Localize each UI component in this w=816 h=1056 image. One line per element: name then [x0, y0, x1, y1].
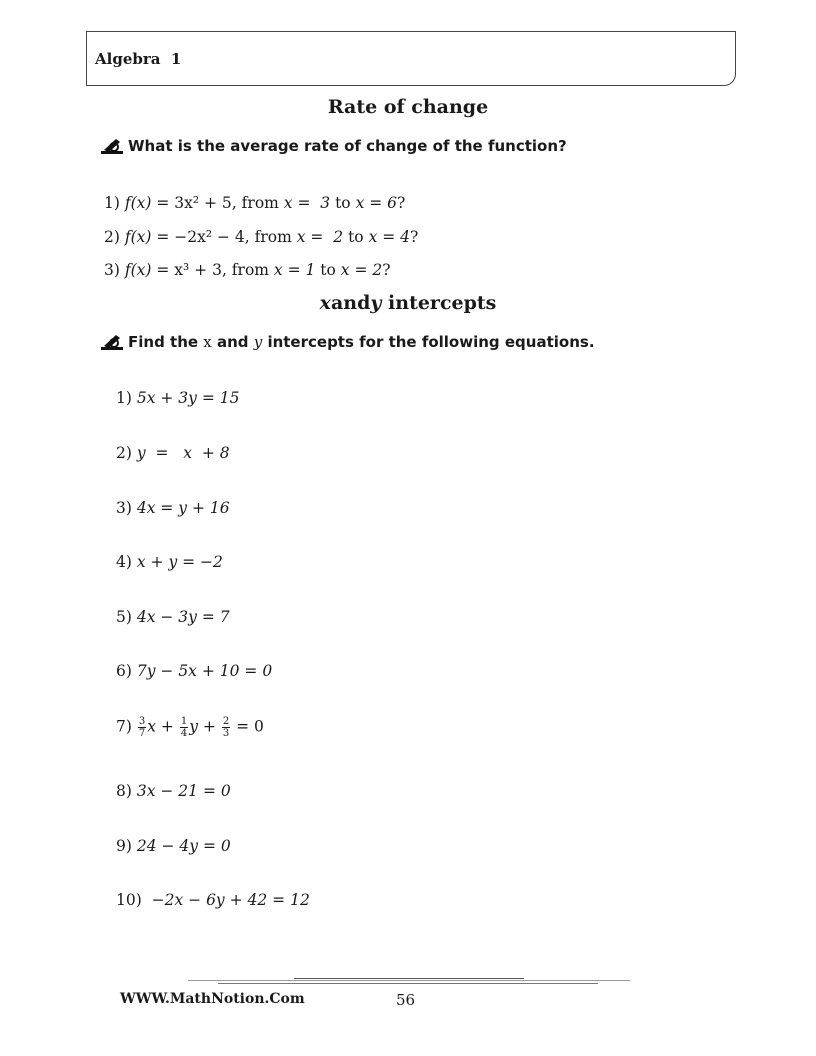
problem-number: 2) — [104, 228, 120, 246]
start-value: x = 1 — [273, 261, 316, 279]
intercept-problem — [116, 608, 230, 626]
page-number: 56 — [396, 991, 416, 1009]
equation: x + y = −2 — [136, 553, 223, 571]
footer-rule — [188, 980, 630, 981]
problem-number: 9) — [116, 837, 132, 855]
problem-number: 1) — [116, 389, 132, 407]
start-value: x = 3 — [283, 194, 331, 212]
equation: 5x + 3y = 15 — [136, 389, 240, 407]
footer-rule — [218, 983, 598, 984]
problem-number: 3) — [104, 261, 120, 279]
footer-rule — [294, 978, 524, 979]
problem-number: 3) — [116, 499, 132, 517]
rate-section-title: Rate of change — [327, 96, 489, 118]
equation: 3x − 21 = 0 — [136, 782, 231, 800]
function-expression: = 3x² + 5 — [151, 194, 232, 212]
fraction: $\frac{3}{7}$ — [138, 716, 146, 739]
equation: −2x − 6y + 42 = 12 — [151, 891, 310, 909]
intercept-problem — [116, 444, 230, 462]
equation: 4x = y + 16 — [136, 499, 230, 517]
rate-instruction — [100, 136, 567, 156]
equation: 24 − 4y = 0 — [136, 837, 231, 855]
function-expression: = x³ + 3 — [151, 261, 222, 279]
problem-number: 4) — [116, 553, 132, 571]
intercept-problem — [116, 499, 230, 517]
intercepts-instruction-text: Find the x and y intercepts for the following equations. — [128, 333, 595, 351]
equation: 4x − 3y = 7 — [136, 608, 230, 626]
intercept-problem — [116, 782, 231, 800]
pencil-icon — [100, 332, 124, 352]
fraction: $\frac{2}{3}$ — [222, 716, 230, 739]
header-box — [86, 31, 736, 86]
intercepts-instruction — [100, 332, 595, 352]
end-value: x = 6 — [355, 194, 398, 212]
function-name: f(x) — [124, 228, 152, 246]
intercepts-section-title: xandy intercepts — [319, 292, 497, 314]
pencil-icon — [100, 136, 124, 156]
equation: y = x + 8 — [136, 444, 230, 462]
footer-site: WWW.MathNotion.Com — [120, 991, 305, 1007]
function-expression: = −2x² − 4 — [151, 228, 245, 246]
rate-instruction-text: What is the average rate of change of the function? — [128, 137, 567, 155]
intercept-problem — [116, 553, 223, 571]
start-value: x = 2 — [296, 228, 344, 246]
intercept-problem — [116, 389, 240, 407]
fraction: $\frac{1}{4}$ — [180, 716, 188, 739]
equation: 7y − 5x + 10 = 0 — [136, 662, 273, 680]
problem-number: 1) — [104, 194, 120, 212]
problem-number: 5) — [116, 608, 132, 626]
end-value: x = 4 — [368, 228, 411, 246]
problem-number: 8) — [116, 782, 132, 800]
rate-problem: 3) f(x) = x³ + 3, from x = 1 to x = 2? — [104, 261, 391, 279]
function-name: f(x) — [124, 194, 152, 212]
header-title: Algebra 1 — [95, 50, 182, 68]
rate-problem: 1) f(x) = 3x² + 5, from x = 3 to x = 6? — [104, 194, 406, 212]
problem-number: 7) — [116, 717, 132, 736]
rate-problem: 2) f(x) = −2x² − 4, from x = 2 to x = 4? — [104, 228, 419, 246]
intercept-problem: 7) $\frac{3}{7}$ x + $\frac{1}{4}$ y + $\frac{2}{3}$ = 0 — [116, 716, 264, 739]
problem-number: 2) — [116, 444, 132, 462]
function-name: f(x) — [124, 261, 152, 279]
problem-number: 10) — [116, 891, 142, 909]
intercept-problem — [116, 891, 310, 909]
intercept-problem — [116, 837, 231, 855]
problem-number: 6) — [116, 662, 132, 680]
end-value: x = 2 — [340, 261, 383, 279]
intercept-problem — [116, 662, 272, 680]
